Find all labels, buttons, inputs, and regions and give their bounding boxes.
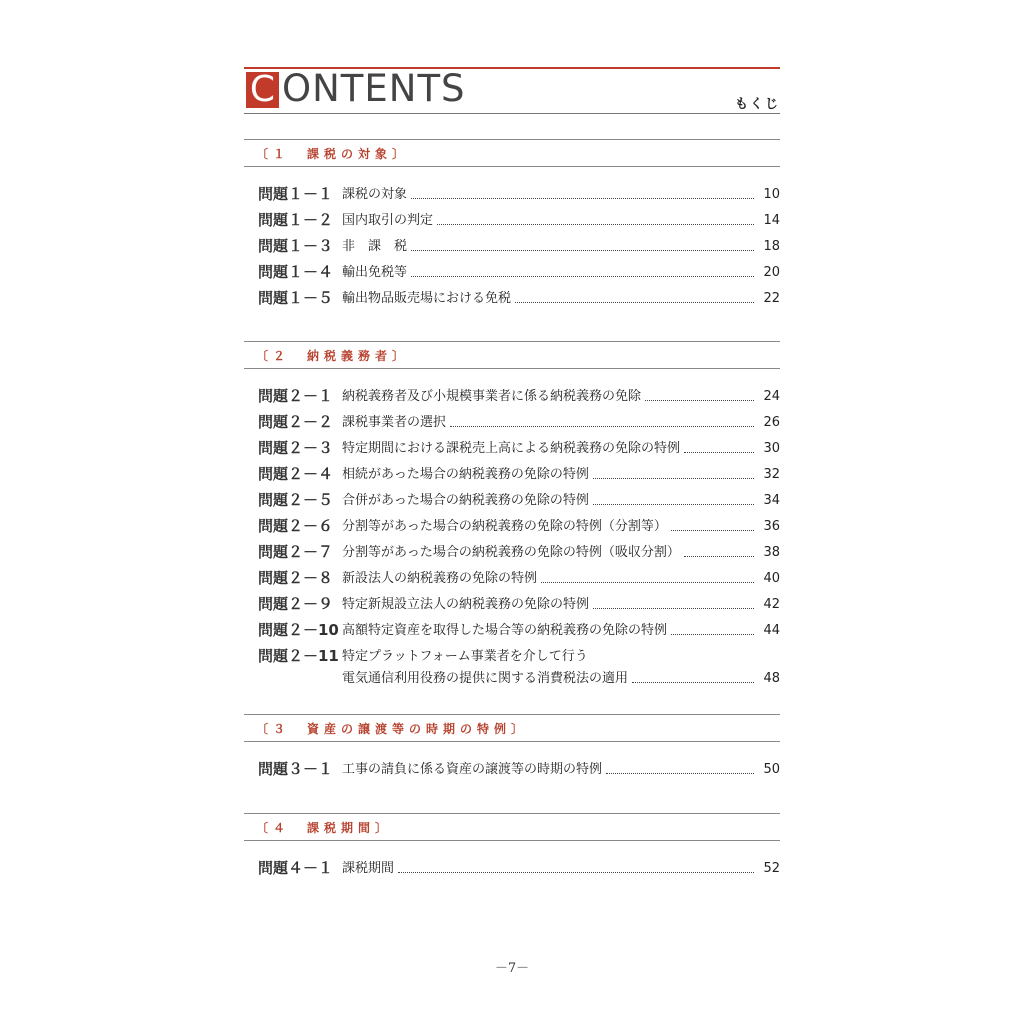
page-number: 38	[763, 545, 780, 560]
page-number: 44	[763, 623, 780, 638]
page-number: 40	[763, 571, 780, 586]
entry-title: 分割等があった場合の納税義務の免除の特例（吸収分割）	[342, 545, 680, 560]
page-number: 10	[763, 187, 780, 202]
page-number: 52	[763, 861, 780, 876]
problem-number: 問題２－４	[258, 465, 334, 483]
toc-entry[interactable]	[244, 435, 780, 461]
problem-number: 問題１－４	[258, 263, 334, 281]
dot-leader	[593, 478, 754, 479]
entry-title: 特定新規設立法人の納税義務の免除の特例	[342, 597, 590, 612]
page-number: 32	[763, 467, 780, 482]
dot-leader	[671, 634, 754, 635]
entry-title: 合併があった場合の納税義務の免除の特例	[342, 493, 589, 508]
page-number: 24	[763, 389, 780, 404]
page-number: 20	[763, 265, 780, 280]
toc-entry[interactable]	[244, 513, 780, 539]
dot-leader	[671, 530, 754, 531]
entry-title: 新設法人の納税義務の免除の特例	[342, 571, 538, 586]
problem-number: 問題３－１	[258, 760, 334, 778]
dot-leader	[593, 608, 754, 609]
dot-leader	[645, 400, 754, 401]
dot-leader	[632, 682, 754, 683]
problem-number: 問題４－１	[258, 859, 334, 877]
page-number: 36	[763, 519, 780, 534]
page-number: 18	[763, 239, 780, 254]
toc-entry[interactable]	[244, 756, 780, 782]
toc-entry[interactable]	[244, 383, 780, 409]
section-3	[244, 714, 780, 782]
toc-entry[interactable]	[244, 643, 780, 693]
contents-logo-text: ONTENTS	[282, 67, 466, 110]
contents-logo-initial: C	[246, 72, 279, 108]
problem-number: 問題２－10	[258, 621, 339, 639]
toc-entry[interactable]	[244, 565, 780, 591]
dot-leader	[398, 872, 754, 873]
page-footer-number: －7－	[494, 961, 530, 976]
problem-number: 問題２－８	[258, 569, 334, 587]
section-header	[244, 139, 780, 167]
toc-entry[interactable]	[244, 181, 780, 207]
entry-title: 課税期間	[342, 861, 395, 876]
header-bottom-rule	[244, 113, 780, 114]
page-number: 50	[763, 762, 780, 777]
toc-entry[interactable]	[244, 259, 780, 285]
dot-leader	[593, 504, 754, 505]
entry-title: 特定期間における課税売上高による納税義務の免除の特例	[342, 441, 681, 456]
dot-leader	[450, 426, 754, 427]
dot-leader	[541, 582, 754, 583]
dot-leader	[411, 250, 754, 251]
problem-number: 問題２－９	[258, 595, 334, 613]
toc-entry[interactable]	[244, 285, 780, 311]
page-number: 34	[763, 493, 780, 508]
dot-leader	[606, 773, 754, 774]
entry-title: 特定プラットフォーム事業者を介して行う	[342, 649, 588, 664]
section-header	[244, 714, 780, 742]
section-header	[244, 813, 780, 841]
page-number: 42	[763, 597, 780, 612]
toc-entry[interactable]	[244, 409, 780, 435]
problem-number: 問題１－５	[258, 289, 334, 307]
page-number: 48	[763, 671, 780, 686]
page-number: 26	[763, 415, 780, 430]
problem-number: 問題２－６	[258, 517, 334, 535]
entry-title: 国内取引の判定	[342, 213, 434, 228]
problem-number: 問題２－11	[258, 647, 339, 665]
toc-entry[interactable]	[244, 233, 780, 259]
page-number: 14	[763, 213, 780, 228]
section-title: 〔３ 資産の譲渡等の時期の特例〕	[256, 722, 529, 736]
entry-title: 高額特定資産を取得した場合等の納税義務の免除の特例	[342, 623, 668, 638]
problem-number: 問題２－２	[258, 413, 334, 431]
section-title: 〔４ 課税期間〕	[256, 821, 393, 835]
dot-leader	[684, 556, 754, 557]
section-1	[244, 139, 780, 311]
toc-entry[interactable]	[244, 487, 780, 513]
section-2	[244, 341, 780, 693]
entry-title: 輸出免税等	[342, 265, 408, 280]
problem-number: 問題１－３	[258, 237, 334, 255]
problem-number: 問題２－３	[258, 439, 334, 457]
entry-title: 課税事業者の選択	[342, 415, 447, 430]
problem-number: 問題１－２	[258, 211, 334, 229]
problem-number: 問題２－７	[258, 543, 334, 561]
entry-title: 納税義務者及び小規模事業者に係る納税義務の免除	[342, 389, 642, 404]
section-title: 〔２ 納税義務者〕	[256, 349, 410, 363]
entry-title: 工事の請負に係る資産の譲渡等の時期の特例	[342, 762, 603, 777]
toc-entry[interactable]	[244, 539, 780, 565]
toc-entry[interactable]	[244, 461, 780, 487]
section-header	[244, 341, 780, 369]
entry-title: 課税の対象	[342, 187, 408, 202]
entry-title: 分割等があった場合の納税義務の免除の特例（分割等）	[342, 519, 667, 534]
problem-number: 問題１－１	[258, 185, 334, 203]
toc-entry[interactable]	[244, 617, 780, 643]
entry-title-line2: 電気通信利用役務の提供に関する消費税法の適用	[342, 671, 629, 686]
section-title: 〔１ 課税の対象〕	[256, 147, 410, 161]
dot-leader	[515, 302, 754, 303]
entry-title: 非 課 税	[342, 239, 408, 254]
entry-title: 輸出物品販売場における免税	[342, 291, 512, 306]
toc-entry[interactable]	[244, 207, 780, 233]
dot-leader	[437, 224, 754, 225]
dot-leader	[411, 276, 754, 277]
dot-leader	[411, 198, 754, 199]
dot-leader	[684, 452, 754, 453]
entry-title: 相続があった場合の納税義務の免除の特例	[342, 467, 589, 482]
problem-number: 問題２－５	[258, 491, 334, 509]
problem-number: 問題２－１	[258, 387, 334, 405]
toc-entry[interactable]	[244, 855, 780, 881]
page-subtitle: もくじ	[734, 97, 780, 112]
toc-entry[interactable]	[244, 591, 780, 617]
section-4	[244, 813, 780, 881]
page-number: 30	[763, 441, 780, 456]
page-number: 22	[763, 291, 780, 306]
